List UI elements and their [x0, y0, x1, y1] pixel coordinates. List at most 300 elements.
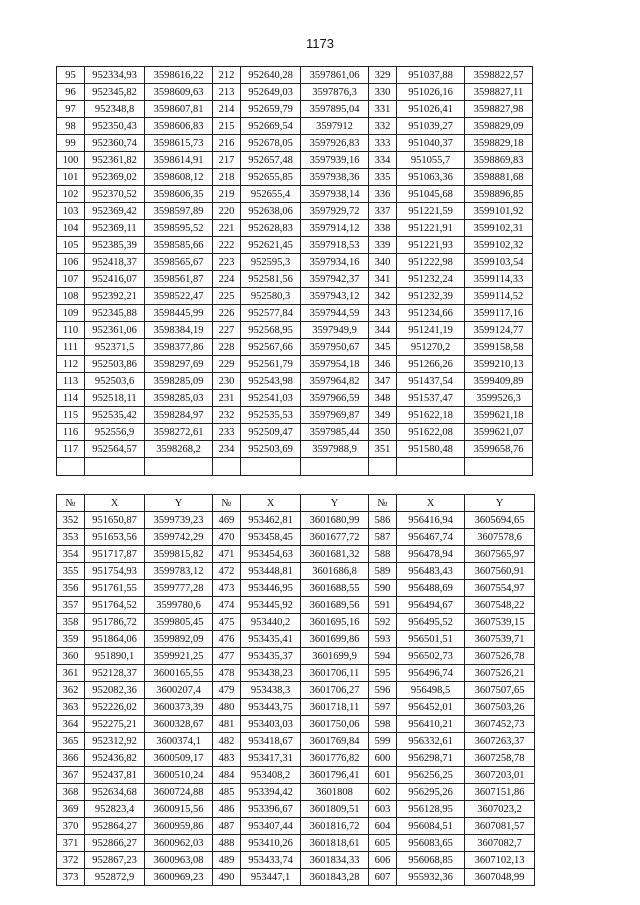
- y-coordinate-cell: 3599742,29: [145, 529, 213, 546]
- y-coordinate-cell: 3598829,18: [465, 135, 533, 152]
- y-coordinate-cell: 3607151,86: [465, 784, 535, 801]
- table-row: [57, 716, 535, 733]
- point-number-cell: 329: [369, 67, 397, 84]
- point-number-cell: 471: [213, 546, 241, 563]
- column-header: X: [241, 495, 301, 512]
- point-number-cell: 95: [57, 67, 85, 84]
- empty-cell: [213, 458, 241, 476]
- point-number-cell: 484: [213, 767, 241, 784]
- table-row: [57, 84, 533, 101]
- y-coordinate-cell: 3605694,65: [465, 512, 535, 529]
- point-number-cell: 116: [57, 424, 85, 441]
- y-coordinate-cell: 3599409,89: [465, 373, 533, 390]
- point-number-cell: 371: [57, 835, 85, 852]
- y-coordinate-cell: 3599805,45: [145, 614, 213, 631]
- point-number-cell: 489: [213, 852, 241, 869]
- y-coordinate-cell: 3599102,32: [465, 237, 533, 254]
- x-coordinate-cell: 952581,56: [241, 271, 301, 288]
- point-number-cell: 591: [369, 597, 397, 614]
- point-number-cell: 234: [213, 441, 241, 458]
- table-row: [57, 339, 533, 356]
- x-coordinate-cell: 952669,54: [241, 118, 301, 135]
- point-number-cell: 488: [213, 835, 241, 852]
- point-number-cell: 333: [369, 135, 397, 152]
- point-number-cell: 232: [213, 407, 241, 424]
- x-coordinate-cell: 952864,27: [85, 818, 145, 835]
- x-coordinate-cell: 952649,03: [241, 84, 301, 101]
- x-coordinate-cell: 951764,52: [85, 597, 145, 614]
- y-coordinate-cell: 3601680,99: [301, 512, 369, 529]
- y-coordinate-cell: 3597895,04: [301, 101, 369, 118]
- x-coordinate-cell: 953394,42: [241, 784, 301, 801]
- x-coordinate-cell: 956483,43: [397, 563, 465, 580]
- point-number-cell: 343: [369, 305, 397, 322]
- column-header: X: [85, 495, 145, 512]
- point-number-cell: 364: [57, 716, 85, 733]
- x-coordinate-cell: 956498,5: [397, 682, 465, 699]
- y-coordinate-cell: 3598384,19: [145, 322, 213, 339]
- point-number-cell: 481: [213, 716, 241, 733]
- x-coordinate-cell: 952312,92: [85, 733, 145, 750]
- point-number-cell: 114: [57, 390, 85, 407]
- x-coordinate-cell: 951622,18: [397, 407, 465, 424]
- y-coordinate-cell: 3607503,26: [465, 699, 535, 716]
- point-number-cell: 342: [369, 288, 397, 305]
- x-coordinate-cell: 952503,69: [241, 441, 301, 458]
- x-coordinate-cell: 953410,26: [241, 835, 301, 852]
- point-number-cell: 358: [57, 614, 85, 631]
- x-coordinate-cell: 953446,95: [241, 580, 301, 597]
- point-number-cell: 97: [57, 101, 85, 118]
- y-coordinate-cell: 3597942,37: [301, 271, 369, 288]
- x-coordinate-cell: 951580,48: [397, 441, 465, 458]
- y-coordinate-cell: 3599921,25: [145, 648, 213, 665]
- y-coordinate-cell: 3599892,09: [145, 631, 213, 648]
- point-number-cell: 482: [213, 733, 241, 750]
- x-coordinate-cell: 952568,95: [241, 322, 301, 339]
- x-coordinate-cell: 952556,9: [85, 424, 145, 441]
- column-header: Y: [465, 495, 535, 512]
- table-row: [57, 580, 535, 597]
- point-number-cell: 480: [213, 699, 241, 716]
- x-coordinate-cell: 953438,3: [241, 682, 301, 699]
- x-coordinate-cell: 951045,68: [397, 186, 465, 203]
- x-coordinate-cell: 951786,72: [85, 614, 145, 631]
- x-coordinate-cell: 952535,42: [85, 407, 145, 424]
- x-coordinate-cell: 952577,84: [241, 305, 301, 322]
- point-number-cell: 362: [57, 682, 85, 699]
- table-row: [57, 424, 533, 441]
- y-coordinate-cell: 3607548,22: [465, 597, 535, 614]
- x-coordinate-cell: 952867,23: [85, 852, 145, 869]
- point-number-cell: 107: [57, 271, 85, 288]
- point-number-cell: 220: [213, 203, 241, 220]
- point-number-cell: 112: [57, 356, 85, 373]
- point-number-cell: 214: [213, 101, 241, 118]
- point-number-cell: 96: [57, 84, 85, 101]
- empty-cell: [301, 458, 369, 476]
- y-coordinate-cell: 3598829,09: [465, 118, 533, 135]
- x-coordinate-cell: 952595,3: [241, 254, 301, 271]
- x-coordinate-cell: 952518,11: [85, 390, 145, 407]
- point-number-cell: 475: [213, 614, 241, 631]
- y-coordinate-cell: 3601688,55: [301, 580, 369, 597]
- column-header: №: [369, 495, 397, 512]
- x-coordinate-cell: 951039,27: [397, 118, 465, 135]
- x-coordinate-cell: 952543,98: [241, 373, 301, 390]
- x-coordinate-cell: 953433,74: [241, 852, 301, 869]
- y-coordinate-cell: 3598608,12: [145, 169, 213, 186]
- x-coordinate-cell: 952621,45: [241, 237, 301, 254]
- x-coordinate-cell: 956083,65: [397, 835, 465, 852]
- y-coordinate-cell: 3598609,63: [145, 84, 213, 101]
- table-row: [57, 597, 535, 614]
- point-number-cell: 117: [57, 441, 85, 458]
- point-number-cell: 348: [369, 390, 397, 407]
- x-coordinate-cell: 952345,82: [85, 84, 145, 101]
- table-row: [57, 118, 533, 135]
- x-coordinate-cell: 952369,42: [85, 203, 145, 220]
- y-coordinate-cell: 3597939,16: [301, 152, 369, 169]
- x-coordinate-cell: 952418,37: [85, 254, 145, 271]
- x-coordinate-cell: 952371,5: [85, 339, 145, 356]
- point-number-cell: 345: [369, 339, 397, 356]
- point-number-cell: 98: [57, 118, 85, 135]
- x-coordinate-cell: 956256,25: [397, 767, 465, 784]
- x-coordinate-cell: 956452,01: [397, 699, 465, 716]
- x-coordinate-cell: 956501,51: [397, 631, 465, 648]
- x-coordinate-cell: 951864,06: [85, 631, 145, 648]
- x-coordinate-cell: 951241,19: [397, 322, 465, 339]
- y-coordinate-cell: 3597988,9: [301, 441, 369, 458]
- point-number-cell: 477: [213, 648, 241, 665]
- y-coordinate-cell: 3598445,99: [145, 305, 213, 322]
- x-coordinate-cell: 952436,82: [85, 750, 145, 767]
- y-coordinate-cell: 3598565,67: [145, 254, 213, 271]
- point-number-cell: 340: [369, 254, 397, 271]
- y-coordinate-cell: 3597914,12: [301, 220, 369, 237]
- x-coordinate-cell: 953443,75: [241, 699, 301, 716]
- table-row: [57, 750, 535, 767]
- table-row: [57, 665, 535, 682]
- y-coordinate-cell: 3597918,53: [301, 237, 369, 254]
- x-coordinate-cell: 951026,16: [397, 84, 465, 101]
- point-number-cell: 231: [213, 390, 241, 407]
- y-coordinate-cell: 3597943,12: [301, 288, 369, 305]
- column-header: Y: [301, 495, 369, 512]
- y-coordinate-cell: 3598284,97: [145, 407, 213, 424]
- empty-row: [57, 458, 533, 476]
- x-coordinate-cell: 956502,73: [397, 648, 465, 665]
- point-number-cell: 104: [57, 220, 85, 237]
- x-coordinate-cell: 952275,21: [85, 716, 145, 733]
- x-coordinate-cell: 953396,67: [241, 801, 301, 818]
- point-number-cell: 223: [213, 254, 241, 271]
- x-coordinate-cell: 952361,82: [85, 152, 145, 169]
- table-row: [57, 614, 535, 631]
- table-row: [57, 733, 535, 750]
- column-header: X: [397, 495, 465, 512]
- y-coordinate-cell: 3599101,92: [465, 203, 533, 220]
- point-number-cell: 339: [369, 237, 397, 254]
- y-coordinate-cell: 3601718,11: [301, 699, 369, 716]
- point-number-cell: 593: [369, 631, 397, 648]
- point-number-cell: 103: [57, 203, 85, 220]
- point-number-cell: 338: [369, 220, 397, 237]
- x-coordinate-cell: 953435,41: [241, 631, 301, 648]
- point-number-cell: 336: [369, 186, 397, 203]
- y-coordinate-cell: 3607203,01: [465, 767, 535, 784]
- x-coordinate-cell: 951266,26: [397, 356, 465, 373]
- y-coordinate-cell: 3607560,91: [465, 563, 535, 580]
- y-coordinate-cell: 3601699,86: [301, 631, 369, 648]
- point-number-cell: 353: [57, 529, 85, 546]
- y-coordinate-cell: 3607539,71: [465, 631, 535, 648]
- x-coordinate-cell: 951026,41: [397, 101, 465, 118]
- y-coordinate-cell: 3599780,6: [145, 597, 213, 614]
- x-coordinate-cell: 951270,2: [397, 339, 465, 356]
- y-coordinate-cell: 3607258,78: [465, 750, 535, 767]
- y-coordinate-cell: 3601809,51: [301, 801, 369, 818]
- point-number-cell: 363: [57, 699, 85, 716]
- table-row: [57, 373, 533, 390]
- point-number-cell: 596: [369, 682, 397, 699]
- point-number-cell: 479: [213, 682, 241, 699]
- y-coordinate-cell: 3599124,77: [465, 322, 533, 339]
- x-coordinate-cell: 951221,93: [397, 237, 465, 254]
- y-coordinate-cell: 3597929,72: [301, 203, 369, 220]
- y-coordinate-cell: 3598896,85: [465, 186, 533, 203]
- point-number-cell: 487: [213, 818, 241, 835]
- x-coordinate-cell: 953403,03: [241, 716, 301, 733]
- point-number-cell: 472: [213, 563, 241, 580]
- x-coordinate-cell: 951437,54: [397, 373, 465, 390]
- point-number-cell: 224: [213, 271, 241, 288]
- x-coordinate-cell: 952638,06: [241, 203, 301, 220]
- table-top-body: [57, 67, 533, 476]
- point-number-cell: 369: [57, 801, 85, 818]
- y-coordinate-cell: 3600509,17: [145, 750, 213, 767]
- y-coordinate-cell: 3601834,33: [301, 852, 369, 869]
- x-coordinate-cell: 952334,93: [85, 67, 145, 84]
- x-coordinate-cell: 952872,9: [85, 869, 145, 886]
- point-number-cell: 113: [57, 373, 85, 390]
- y-coordinate-cell: 3601699,9: [301, 648, 369, 665]
- y-coordinate-cell: 3600207,4: [145, 682, 213, 699]
- y-coordinate-cell: 3598616,22: [145, 67, 213, 84]
- x-coordinate-cell: 953458,45: [241, 529, 301, 546]
- x-coordinate-cell: 951232,24: [397, 271, 465, 288]
- y-coordinate-cell: 3597966,59: [301, 390, 369, 407]
- y-coordinate-cell: 3598869,83: [465, 152, 533, 169]
- point-number-cell: 600: [369, 750, 397, 767]
- x-coordinate-cell: 953440,2: [241, 614, 301, 631]
- column-header: №: [57, 495, 85, 512]
- y-coordinate-cell: 3601776,82: [301, 750, 369, 767]
- x-coordinate-cell: 953408,2: [241, 767, 301, 784]
- x-coordinate-cell: 952369,02: [85, 169, 145, 186]
- y-coordinate-cell: 3607507,65: [465, 682, 535, 699]
- point-number-cell: 222: [213, 237, 241, 254]
- point-number-cell: 106: [57, 254, 85, 271]
- x-coordinate-cell: 953435,37: [241, 648, 301, 665]
- table-row: [57, 563, 535, 580]
- point-number-cell: 334: [369, 152, 397, 169]
- point-number-cell: 586: [369, 512, 397, 529]
- x-coordinate-cell: 951222,98: [397, 254, 465, 271]
- point-number-cell: 108: [57, 288, 85, 305]
- point-number-cell: 588: [369, 546, 397, 563]
- y-coordinate-cell: 3601689,56: [301, 597, 369, 614]
- y-coordinate-cell: 3607023,2: [465, 801, 535, 818]
- table-row: [57, 186, 533, 203]
- x-coordinate-cell: 952437,81: [85, 767, 145, 784]
- x-coordinate-cell: 952628,83: [241, 220, 301, 237]
- table-row: [57, 512, 535, 529]
- point-number-cell: 474: [213, 597, 241, 614]
- point-number-cell: 354: [57, 546, 85, 563]
- point-number-cell: 355: [57, 563, 85, 580]
- x-coordinate-cell: 951537,47: [397, 390, 465, 407]
- x-coordinate-cell: 951717,87: [85, 546, 145, 563]
- y-coordinate-cell: 3597938,36: [301, 169, 369, 186]
- point-number-cell: 589: [369, 563, 397, 580]
- point-number-cell: 470: [213, 529, 241, 546]
- point-number-cell: 101: [57, 169, 85, 186]
- point-number-cell: 102: [57, 186, 85, 203]
- y-coordinate-cell: 3597969,87: [301, 407, 369, 424]
- y-coordinate-cell: 3607526,78: [465, 648, 535, 665]
- y-coordinate-cell: 3598822,57: [465, 67, 533, 84]
- y-coordinate-cell: 3601677,72: [301, 529, 369, 546]
- y-coordinate-cell: 3601808: [301, 784, 369, 801]
- y-coordinate-cell: 3598595,52: [145, 220, 213, 237]
- y-coordinate-cell: 3601769,84: [301, 733, 369, 750]
- table-row: [57, 648, 535, 665]
- x-coordinate-cell: 956467,74: [397, 529, 465, 546]
- point-number-cell: 346: [369, 356, 397, 373]
- point-number-cell: 100: [57, 152, 85, 169]
- y-coordinate-cell: 3599526,3: [465, 390, 533, 407]
- y-coordinate-cell: 3607081,57: [465, 818, 535, 835]
- y-coordinate-cell: 3601706,27: [301, 682, 369, 699]
- x-coordinate-cell: 952345,88: [85, 305, 145, 322]
- y-coordinate-cell: 3607554,97: [465, 580, 535, 597]
- y-coordinate-cell: 3600510,24: [145, 767, 213, 784]
- point-number-cell: 598: [369, 716, 397, 733]
- point-number-cell: 105: [57, 237, 85, 254]
- y-coordinate-cell: 3598881,68: [465, 169, 533, 186]
- point-number-cell: 109: [57, 305, 85, 322]
- point-number-cell: 216: [213, 135, 241, 152]
- y-coordinate-cell: 3598615,73: [145, 135, 213, 152]
- x-coordinate-cell: 952369,11: [85, 220, 145, 237]
- y-coordinate-cell: 3599103,54: [465, 254, 533, 271]
- table-row: [57, 101, 533, 118]
- table-row: [57, 305, 533, 322]
- y-coordinate-cell: 3597954,18: [301, 356, 369, 373]
- point-number-cell: 217: [213, 152, 241, 169]
- point-number-cell: 366: [57, 750, 85, 767]
- x-coordinate-cell: 956416,94: [397, 512, 465, 529]
- y-coordinate-cell: 3599117,16: [465, 305, 533, 322]
- table-row: [57, 801, 535, 818]
- x-coordinate-cell: 952350,43: [85, 118, 145, 135]
- y-coordinate-cell: 3600959,86: [145, 818, 213, 835]
- point-number-cell: 356: [57, 580, 85, 597]
- point-number-cell: 218: [213, 169, 241, 186]
- x-coordinate-cell: 951650,87: [85, 512, 145, 529]
- point-number-cell: 590: [369, 580, 397, 597]
- table-bottom-body: [57, 512, 535, 886]
- table-row: [57, 529, 535, 546]
- x-coordinate-cell: 951890,1: [85, 648, 145, 665]
- x-coordinate-cell: 953418,67: [241, 733, 301, 750]
- x-coordinate-cell: 951055,7: [397, 152, 465, 169]
- y-coordinate-cell: 3599621,07: [465, 424, 533, 441]
- column-header: Y: [145, 495, 213, 512]
- x-coordinate-cell: 953445,92: [241, 597, 301, 614]
- x-coordinate-cell: 952509,47: [241, 424, 301, 441]
- point-number-cell: 372: [57, 852, 85, 869]
- point-number-cell: 485: [213, 784, 241, 801]
- point-number-cell: 233: [213, 424, 241, 441]
- point-number-cell: 332: [369, 118, 397, 135]
- y-coordinate-cell: 3598827,98: [465, 101, 533, 118]
- x-coordinate-cell: 952640,28: [241, 67, 301, 84]
- table-row: [57, 67, 533, 84]
- y-coordinate-cell: 3607526,21: [465, 665, 535, 682]
- x-coordinate-cell: 953447,1: [241, 869, 301, 886]
- table-row: [57, 682, 535, 699]
- y-coordinate-cell: 3601750,06: [301, 716, 369, 733]
- y-coordinate-cell: 3597912: [301, 118, 369, 135]
- table-row: [57, 546, 535, 563]
- x-coordinate-cell: 956494,67: [397, 597, 465, 614]
- x-coordinate-cell: 952655,4: [241, 186, 301, 203]
- y-coordinate-cell: 3597949,9: [301, 322, 369, 339]
- y-coordinate-cell: 3598607,81: [145, 101, 213, 118]
- table-row: [57, 441, 533, 458]
- x-coordinate-cell: 956488,69: [397, 580, 465, 597]
- y-coordinate-cell: 3599815,82: [145, 546, 213, 563]
- x-coordinate-cell: 956332,61: [397, 733, 465, 750]
- point-number-cell: 229: [213, 356, 241, 373]
- y-coordinate-cell: 3599158,58: [465, 339, 533, 356]
- point-number-cell: 595: [369, 665, 397, 682]
- table-row: [57, 767, 535, 784]
- x-coordinate-cell: 956478,94: [397, 546, 465, 563]
- table-row: [57, 784, 535, 801]
- x-coordinate-cell: 952385,39: [85, 237, 145, 254]
- y-coordinate-cell: 3597985,44: [301, 424, 369, 441]
- y-coordinate-cell: 3607082,7: [465, 835, 535, 852]
- y-coordinate-cell: 3600962,03: [145, 835, 213, 852]
- point-number-cell: 341: [369, 271, 397, 288]
- y-coordinate-cell: 3599739,23: [145, 512, 213, 529]
- y-coordinate-cell: 3597950,67: [301, 339, 369, 356]
- point-number-cell: 351: [369, 441, 397, 458]
- y-coordinate-cell: 3599777,28: [145, 580, 213, 597]
- x-coordinate-cell: 953417,31: [241, 750, 301, 767]
- table-row: [57, 818, 535, 835]
- table-row: [57, 288, 533, 305]
- point-number-cell: 225: [213, 288, 241, 305]
- y-coordinate-cell: 3607452,73: [465, 716, 535, 733]
- y-coordinate-cell: 3598606,83: [145, 118, 213, 135]
- table-row: [57, 135, 533, 152]
- empty-cell: [145, 458, 213, 476]
